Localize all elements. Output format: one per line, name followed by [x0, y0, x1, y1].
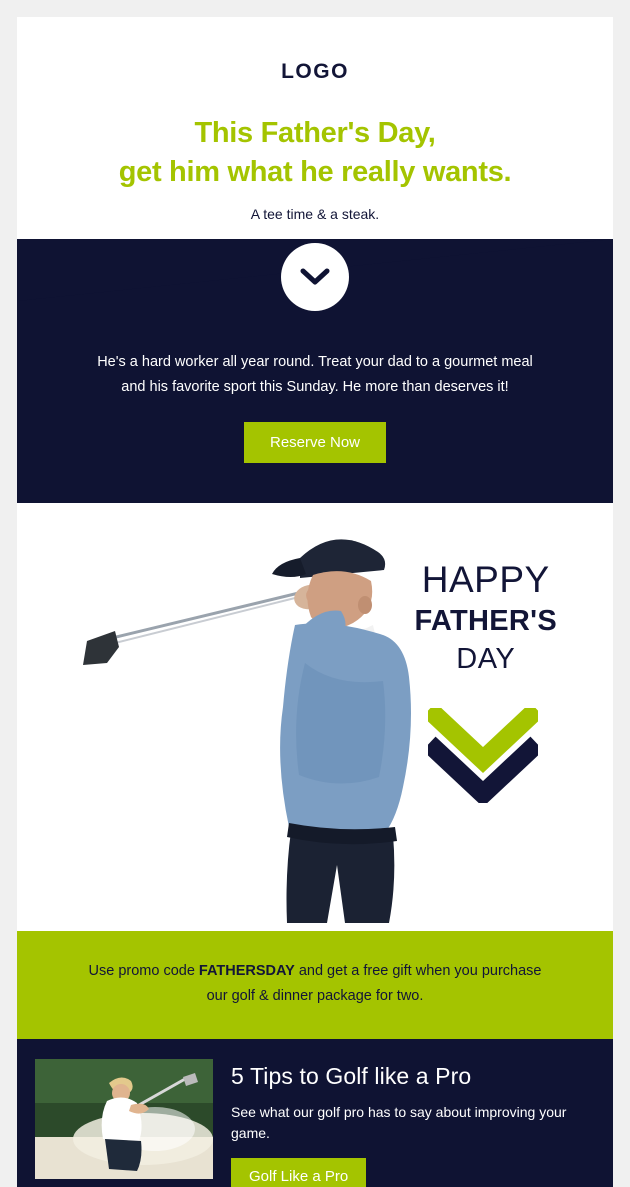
tips-description	[231, 1090, 595, 1144]
golfer-photo	[57, 513, 417, 923]
intro-copy	[17, 334, 613, 400]
hero-line-1: HAPPY	[421, 559, 550, 600]
reserve-cta-wrapper	[17, 400, 613, 463]
intro-copy-line-1: He's a hard worker all year round. Treat your dad to a gourmet meal	[97, 354, 533, 370]
golf-like-a-pro-button[interactable]: Golf Like a Pro	[231, 1158, 366, 1187]
promo-prefix: Use promo code	[88, 963, 199, 979]
hero-line-2: FATHER'S	[414, 605, 557, 637]
scroll-down-button[interactable]	[281, 243, 349, 311]
headline-line-1: This Father's Day,	[194, 117, 436, 149]
chevron-down-icon	[300, 267, 330, 287]
tips-desc-line-1: See what our golf pro has to say about improving	[231, 1104, 536, 1120]
tips-content	[231, 1059, 595, 1187]
intro-band	[17, 239, 613, 503]
hero-section	[17, 503, 613, 931]
logo: LOGO	[281, 60, 349, 83]
tips-cta-wrapper	[231, 1144, 595, 1187]
subheadline: A tee time & a steak.	[250, 206, 380, 222]
reserve-now-button[interactable]: Reserve Now	[244, 422, 386, 463]
promo-line-2: our golf & dinner package for two.	[206, 988, 424, 1004]
promo-suffix: and get a free gift when you purchase	[294, 963, 542, 979]
promo-code: FATHERSDAY	[198, 963, 295, 979]
intro-copy-line-2: and his favorite sport this Sunday. He more than deserves it!	[121, 379, 509, 395]
email-body	[17, 17, 613, 1187]
tips-thumbnail	[35, 1059, 213, 1179]
headline-line-2: get him what he really wants.	[118, 156, 512, 188]
tips-desc-line-2: your game.	[231, 1104, 567, 1141]
tips-section	[17, 1039, 613, 1187]
golfer-bunker-photo	[35, 1059, 213, 1179]
page-title	[17, 84, 613, 192]
tips-title: 5 Tips to Golf like a Pro	[231, 1063, 472, 1089]
hero-headline	[415, 561, 558, 674]
promo-banner	[17, 931, 613, 1039]
double-chevron-down-icon	[428, 708, 538, 803]
hero-line-3: DAY	[456, 643, 516, 675]
